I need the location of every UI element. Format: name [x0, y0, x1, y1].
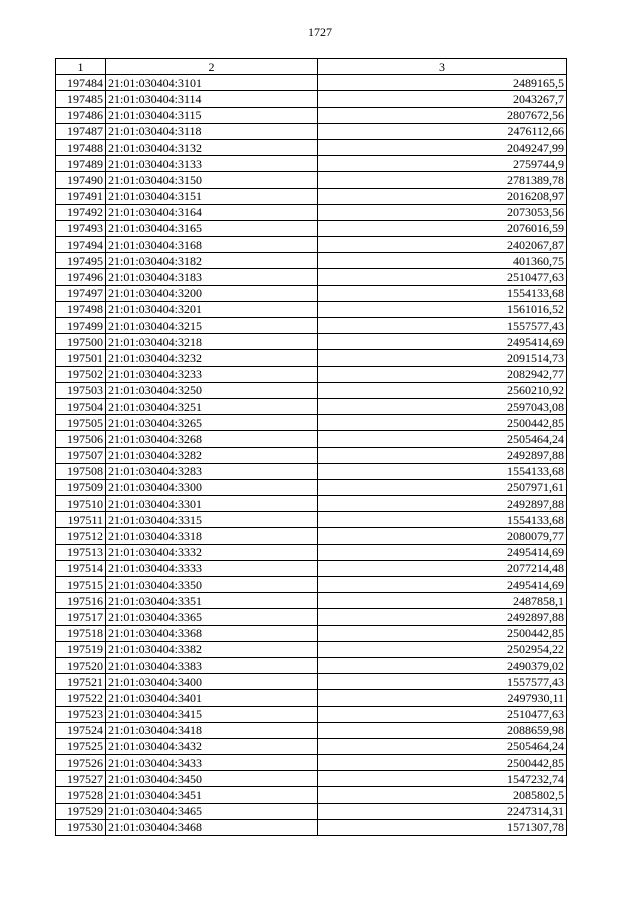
cadastral-number-cell: 21:01:030404:3218: [106, 334, 318, 350]
value-cell: 2091514,73: [318, 350, 567, 366]
table-row: [56, 819, 567, 835]
cadastral-number-cell: 21:01:030404:3101: [106, 75, 318, 91]
cadastral-number-cell: 21:01:030404:3433: [106, 755, 318, 771]
row-number-cell: 197515: [56, 577, 106, 593]
value-cell: 2080079,77: [318, 528, 567, 544]
table-row: [56, 577, 567, 593]
value-cell: 2495414,69: [318, 577, 567, 593]
value-cell: 2487858,1: [318, 593, 567, 609]
value-cell: 2492897,88: [318, 496, 567, 512]
row-number-cell: 197529: [56, 803, 106, 819]
column-header-3: 3: [318, 59, 567, 75]
table-row: [56, 253, 567, 269]
table-row: [56, 431, 567, 447]
row-number-cell: 197524: [56, 722, 106, 738]
row-number-cell: 197489: [56, 156, 106, 172]
table-row: [56, 318, 567, 334]
value-cell: 2490379,02: [318, 657, 567, 673]
table-row: [56, 722, 567, 738]
row-number-cell: 197493: [56, 220, 106, 236]
cadastral-number-cell: 21:01:030404:3150: [106, 172, 318, 188]
table-row: [56, 771, 567, 787]
value-cell: 1561016,52: [318, 301, 567, 317]
cadastral-number-cell: 21:01:030404:3115: [106, 107, 318, 123]
cadastral-number-cell: 21:01:030404:3383: [106, 657, 318, 673]
cadastral-number-cell: 21:01:030404:3133: [106, 156, 318, 172]
value-cell: 2043267,7: [318, 91, 567, 107]
row-number-cell: 197496: [56, 269, 106, 285]
cadastral-number-cell: 21:01:030404:3164: [106, 204, 318, 220]
table-row: [56, 123, 567, 139]
cadastral-number-cell: 21:01:030404:3400: [106, 674, 318, 690]
value-cell: 2076016,59: [318, 220, 567, 236]
row-number-cell: 197492: [56, 204, 106, 220]
cadastral-number-cell: 21:01:030404:3283: [106, 463, 318, 479]
cadastral-number-cell: 21:01:030404:3268: [106, 431, 318, 447]
header-row: [56, 59, 567, 75]
row-number-cell: 197487: [56, 123, 106, 139]
cadastral-number-cell: 21:01:030404:3250: [106, 382, 318, 398]
row-number-cell: 197498: [56, 301, 106, 317]
cadastral-number-cell: 21:01:030404:3114: [106, 91, 318, 107]
row-number-cell: 197521: [56, 674, 106, 690]
value-cell: 401360,75: [318, 253, 567, 269]
table-row: [56, 156, 567, 172]
row-number-cell: 197518: [56, 625, 106, 641]
value-cell: 1554133,68: [318, 512, 567, 528]
cadastral-number-cell: 21:01:030404:3432: [106, 738, 318, 754]
value-cell: 2489165,5: [318, 75, 567, 91]
cadastral-number-cell: 21:01:030404:3351: [106, 593, 318, 609]
table-row: [56, 237, 567, 253]
cadastral-number-cell: 21:01:030404:3468: [106, 819, 318, 835]
table-row: [56, 609, 567, 625]
table-row: [56, 690, 567, 706]
cadastral-number-cell: 21:01:030404:3450: [106, 771, 318, 787]
table-row: [56, 641, 567, 657]
table-row: [56, 139, 567, 155]
cadastral-number-cell: 21:01:030404:3415: [106, 706, 318, 722]
table-row: [56, 366, 567, 382]
cadastral-number-cell: 21:01:030404:3232: [106, 350, 318, 366]
row-number-cell: 197486: [56, 107, 106, 123]
row-number-cell: 197511: [56, 512, 106, 528]
value-cell: 2759744,9: [318, 156, 567, 172]
value-cell: 1557577,43: [318, 674, 567, 690]
row-number-cell: 197510: [56, 496, 106, 512]
cadastral-number-cell: 21:01:030404:3182: [106, 253, 318, 269]
value-cell: 2495414,69: [318, 334, 567, 350]
value-cell: 2505464,24: [318, 431, 567, 447]
table-row: [56, 447, 567, 463]
cadastral-number-cell: 21:01:030404:3382: [106, 641, 318, 657]
cadastral-number-cell: 21:01:030404:3200: [106, 285, 318, 301]
row-number-cell: 197525: [56, 738, 106, 754]
table-row: [56, 350, 567, 366]
row-number-cell: 197497: [56, 285, 106, 301]
row-number-cell: 197506: [56, 431, 106, 447]
value-cell: 2505464,24: [318, 738, 567, 754]
table-row: [56, 398, 567, 414]
row-number-cell: 197504: [56, 398, 106, 414]
value-cell: 2082942,77: [318, 366, 567, 382]
cadastral-number-cell: 21:01:030404:3318: [106, 528, 318, 544]
value-cell: 2497930,11: [318, 690, 567, 706]
row-number-cell: 197490: [56, 172, 106, 188]
table-row: [56, 463, 567, 479]
table-row: [56, 91, 567, 107]
cadastral-number-cell: 21:01:030404:3215: [106, 318, 318, 334]
table-row: [56, 220, 567, 236]
table-row: [56, 657, 567, 673]
cadastral-number-cell: 21:01:030404:3251: [106, 398, 318, 414]
table-row: [56, 285, 567, 301]
row-number-cell: 197507: [56, 447, 106, 463]
table-row: [56, 528, 567, 544]
row-number-cell: 197519: [56, 641, 106, 657]
cadastral-number-cell: 21:01:030404:3401: [106, 690, 318, 706]
cadastral-number-cell: 21:01:030404:3368: [106, 625, 318, 641]
table-row: [56, 625, 567, 641]
row-number-cell: 197509: [56, 479, 106, 495]
cadastral-number-cell: 21:01:030404:3301: [106, 496, 318, 512]
value-cell: 1554133,68: [318, 463, 567, 479]
row-number-cell: 197485: [56, 91, 106, 107]
value-cell: 2495414,69: [318, 544, 567, 560]
value-cell: 2502954,22: [318, 641, 567, 657]
row-number-cell: 197502: [56, 366, 106, 382]
row-number-cell: 197530: [56, 819, 106, 835]
table-row: [56, 755, 567, 771]
row-number-cell: 197500: [56, 334, 106, 350]
value-cell: 2085802,5: [318, 787, 567, 803]
cadastral-number-cell: 21:01:030404:3201: [106, 301, 318, 317]
row-number-cell: 197512: [56, 528, 106, 544]
page-number: 1727: [308, 25, 332, 39]
table-row: [56, 593, 567, 609]
cadastral-number-cell: 21:01:030404:3465: [106, 803, 318, 819]
table-row: [56, 560, 567, 576]
table-row: [56, 544, 567, 560]
row-number-cell: 197491: [56, 188, 106, 204]
table-row: [56, 674, 567, 690]
value-cell: 2492897,88: [318, 609, 567, 625]
row-number-cell: 197523: [56, 706, 106, 722]
table-row: [56, 334, 567, 350]
value-cell: 2247314,31: [318, 803, 567, 819]
value-cell: 2476112,66: [318, 123, 567, 139]
cadastral-number-cell: 21:01:030404:3151: [106, 188, 318, 204]
row-number-cell: 197517: [56, 609, 106, 625]
value-cell: 2049247,99: [318, 139, 567, 155]
column-header-2: 2: [106, 59, 318, 75]
cadastral-number-cell: 21:01:030404:3265: [106, 415, 318, 431]
value-cell: 2077214,48: [318, 560, 567, 576]
value-cell: 2510477,63: [318, 706, 567, 722]
table-row: [56, 301, 567, 317]
registry-table: [55, 58, 567, 836]
row-number-cell: 197495: [56, 253, 106, 269]
row-number-cell: 197513: [56, 544, 106, 560]
cadastral-number-cell: 21:01:030404:3183: [106, 269, 318, 285]
value-cell: 2402067,87: [318, 237, 567, 253]
table-row: [56, 75, 567, 91]
value-cell: 2807672,56: [318, 107, 567, 123]
value-cell: 2510477,63: [318, 269, 567, 285]
cadastral-number-cell: 21:01:030404:3418: [106, 722, 318, 738]
table-row: [56, 479, 567, 495]
cadastral-number-cell: 21:01:030404:3451: [106, 787, 318, 803]
cadastral-number-cell: 21:01:030404:3332: [106, 544, 318, 560]
value-cell: 2073053,56: [318, 204, 567, 220]
row-number-cell: 197528: [56, 787, 106, 803]
cadastral-number-cell: 21:01:030404:3315: [106, 512, 318, 528]
value-cell: 1554133,68: [318, 285, 567, 301]
table-body: [56, 75, 567, 836]
row-number-cell: 197526: [56, 755, 106, 771]
cadastral-number-cell: 21:01:030404:3132: [106, 139, 318, 155]
table-row: [56, 269, 567, 285]
row-number-cell: 197516: [56, 593, 106, 609]
value-cell: 1547232,74: [318, 771, 567, 787]
value-cell: 2560210,92: [318, 382, 567, 398]
cadastral-number-cell: 21:01:030404:3300: [106, 479, 318, 495]
row-number-cell: 197501: [56, 350, 106, 366]
cadastral-number-cell: 21:01:030404:3350: [106, 577, 318, 593]
row-number-cell: 197514: [56, 560, 106, 576]
cadastral-number-cell: 21:01:030404:3168: [106, 237, 318, 253]
table-row: [56, 188, 567, 204]
row-number-cell: 197499: [56, 318, 106, 334]
table-row: [56, 706, 567, 722]
cadastral-number-cell: 21:01:030404:3365: [106, 609, 318, 625]
cadastral-number-cell: 21:01:030404:3233: [106, 366, 318, 382]
value-cell: 2500442,85: [318, 625, 567, 641]
row-number-cell: 197484: [56, 75, 106, 91]
table-row: [56, 204, 567, 220]
table-row: [56, 803, 567, 819]
cadastral-number-cell: 21:01:030404:3333: [106, 560, 318, 576]
row-number-cell: 197527: [56, 771, 106, 787]
value-cell: 2597043,08: [318, 398, 567, 414]
table-row: [56, 738, 567, 754]
value-cell: 2781389,78: [318, 172, 567, 188]
cadastral-number-cell: 21:01:030404:3165: [106, 220, 318, 236]
table-row: [56, 107, 567, 123]
value-cell: 2500442,85: [318, 415, 567, 431]
table-row: [56, 415, 567, 431]
value-cell: 1557577,43: [318, 318, 567, 334]
value-cell: 1571307,78: [318, 819, 567, 835]
column-header-1: 1: [56, 59, 106, 75]
value-cell: 2500442,85: [318, 755, 567, 771]
value-cell: 2492897,88: [318, 447, 567, 463]
table-row: [56, 787, 567, 803]
row-number-cell: 197508: [56, 463, 106, 479]
value-cell: 2016208,97: [318, 188, 567, 204]
table-row: [56, 512, 567, 528]
cadastral-number-cell: 21:01:030404:3282: [106, 447, 318, 463]
row-number-cell: 197503: [56, 382, 106, 398]
value-cell: 2088659,98: [318, 722, 567, 738]
table-row: [56, 496, 567, 512]
row-number-cell: 197494: [56, 237, 106, 253]
row-number-cell: 197488: [56, 139, 106, 155]
row-number-cell: 197520: [56, 657, 106, 673]
cadastral-number-cell: 21:01:030404:3118: [106, 123, 318, 139]
row-number-cell: 197522: [56, 690, 106, 706]
table-row: [56, 382, 567, 398]
table-row: [56, 172, 567, 188]
value-cell: 2507971,61: [318, 479, 567, 495]
row-number-cell: 197505: [56, 415, 106, 431]
